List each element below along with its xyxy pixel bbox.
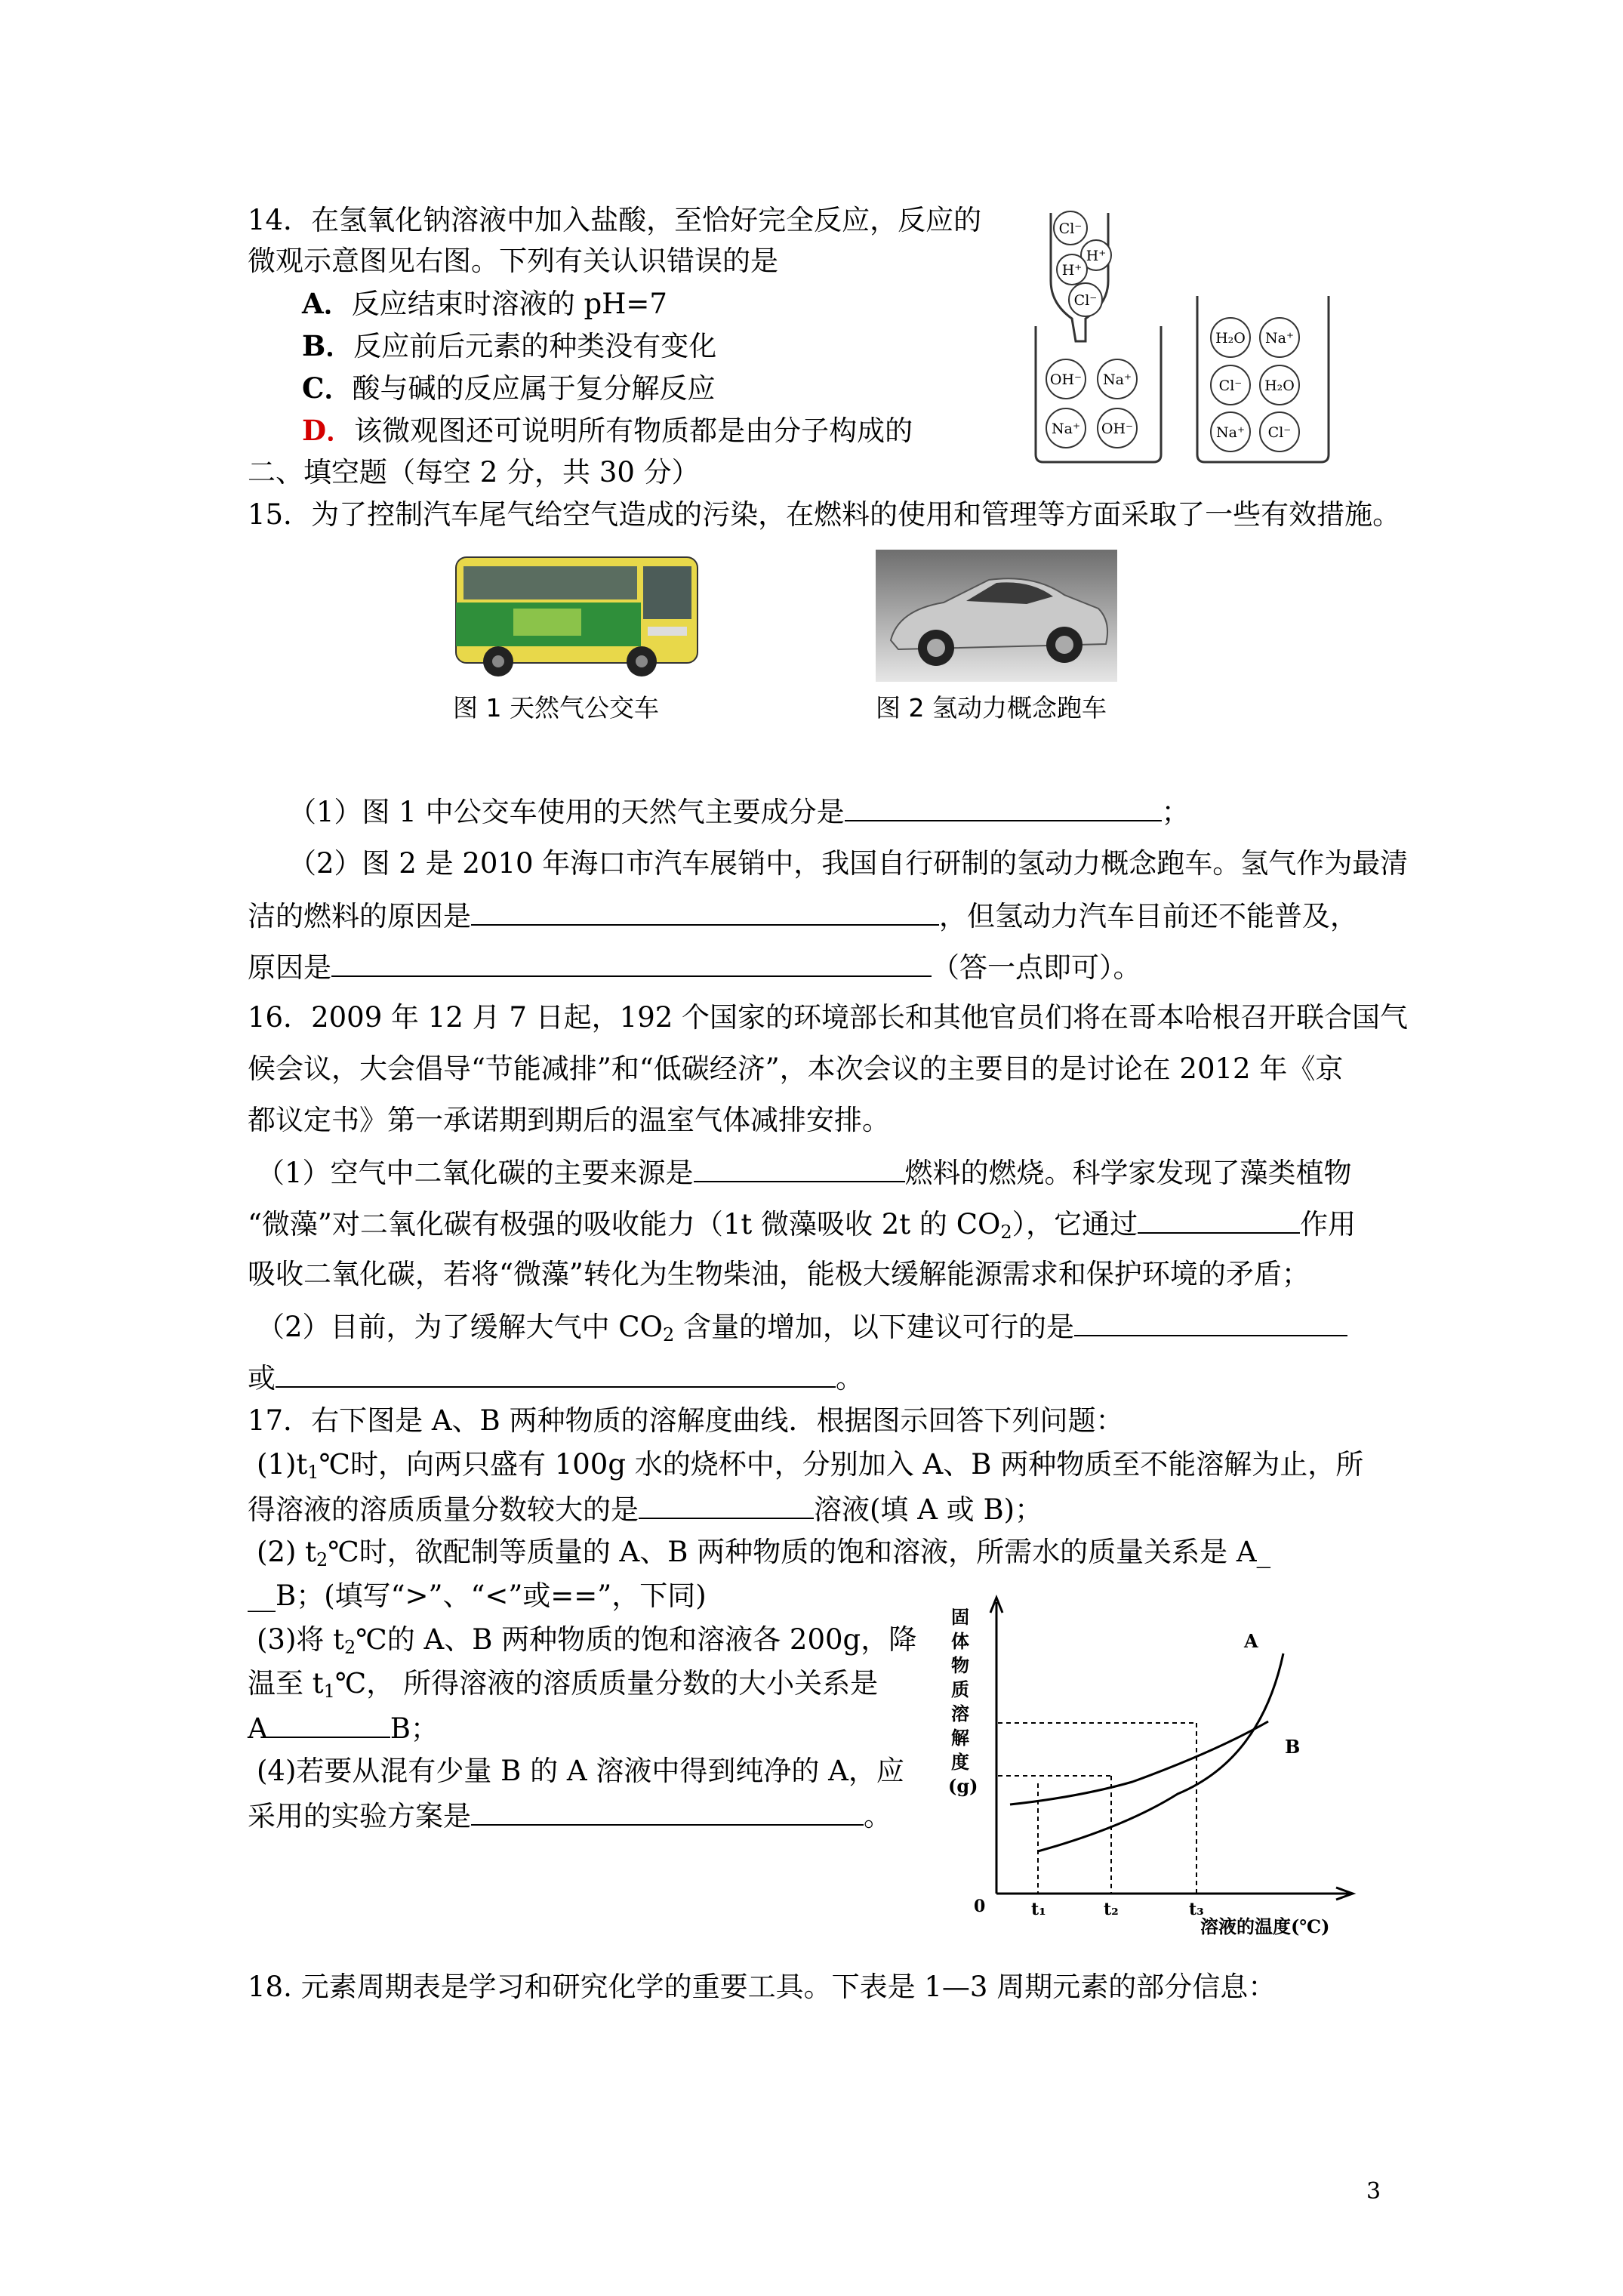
option-letter: B．: [302, 329, 354, 362]
graph-origin: 0: [974, 1897, 986, 1916]
particle-label: Cl⁻: [1267, 424, 1292, 441]
particle-label: Cl⁻: [1218, 378, 1243, 394]
q16-text: 作用: [1300, 1208, 1357, 1240]
car-image: [876, 550, 1117, 682]
q15-part2-line1: （2）图 2 是 2010 年海口市汽车展销中，我国自行研制的氢动力概念跑车。氢气作为最清: [288, 847, 1409, 880]
q17-text: (2) t: [257, 1536, 317, 1568]
particle-label: Cl⁻: [1073, 292, 1098, 309]
q16-text: （1）空气中二氧化碳的主要来源是: [257, 1157, 694, 1189]
q17-text: 采用的实验方案是: [248, 1800, 471, 1832]
q15-part1: [288, 793, 1190, 831]
particle-label: OH⁻: [1101, 421, 1134, 437]
q14-option-c: [302, 370, 715, 407]
bus-image: [453, 550, 702, 682]
q16-part2-line2: [248, 1359, 864, 1397]
q17-part1-line1: [257, 1447, 1363, 1483]
answer-blank[interactable]: [639, 1490, 814, 1519]
q16-text: 含量的增加，以下建议可行的是: [674, 1311, 1074, 1343]
q16-line3: 都议定书》第一承诺期到期后的温室气体减排安排。: [248, 1104, 890, 1136]
option-letter: D．: [302, 414, 355, 447]
q17-part4-line2: [248, 1797, 892, 1835]
q14-option-b: [302, 328, 716, 365]
option-letter: A．: [302, 287, 352, 320]
q17-text: 温至 t: [248, 1667, 324, 1700]
q16-part1-line1: [257, 1154, 1352, 1191]
figure1-caption: 图 1 天然气公交车: [453, 693, 659, 723]
reaction-microdiagram: [1019, 198, 1412, 470]
curve-a-label: A: [1244, 1630, 1258, 1652]
particle-label: Na⁺: [1103, 371, 1132, 388]
subscript: 1: [307, 1462, 319, 1483]
subscript: 2: [344, 1637, 356, 1658]
particle-label: OH⁻: [1049, 371, 1083, 388]
section-heading: 二、填空题（每空 2 分，共 30 分）: [248, 456, 700, 488]
q17-part3-line3: [248, 1709, 439, 1747]
q17-part1-line2: [248, 1490, 1042, 1528]
graph-x-label: 溶液的温度(℃): [1200, 1915, 1330, 1937]
answer-blank[interactable]: [276, 1359, 836, 1388]
solubility-graph: [929, 1586, 1397, 1948]
curve-b: [1010, 1721, 1268, 1804]
particle-label: Na⁺: [1265, 330, 1294, 347]
option-text: 该微观图还可说明所有物质都是由分子构成的: [354, 415, 913, 447]
q15-text: 洁的燃料的原因是: [248, 900, 471, 932]
page-number: 3: [1366, 2178, 1381, 2205]
subscript: 2: [662, 1324, 675, 1345]
graph-y-label: 固体物质溶解度(g): [948, 1606, 978, 1797]
q14-option-d: [302, 412, 913, 449]
q16-text: 或: [248, 1362, 276, 1395]
answer-blank[interactable]: [471, 897, 939, 926]
particle-label: H₂O: [1264, 378, 1295, 394]
q17-text: ℃的 A、B 两种物质的饱和溶液各 200g，降: [356, 1623, 917, 1656]
figure2-caption: 图 2 氢动力概念跑车: [876, 693, 1107, 723]
q15-text: （答一点即可）。: [932, 951, 1141, 984]
option-text: 酸与碱的反应属于复分解反应: [352, 372, 716, 405]
answer-blank[interactable]: [1074, 1308, 1347, 1336]
q15-intro: 15．为了控制汽车尾气给空气造成的污染，在燃料的使用和管理等方面采取了一些有效措施。: [248, 498, 1401, 531]
q17-text: A: [248, 1712, 268, 1745]
q17-part4-line1: (4)若要从混有少量 B 的 A 溶液中得到纯净的 A，应: [257, 1755, 904, 1787]
subscript: 2: [316, 1549, 328, 1570]
q16-part1-line3: 吸收二氧化碳，若将“微藻”转化为生物柴油，能极大缓解能源需求和保护环境的矛盾；: [248, 1258, 1310, 1290]
q16-text: （2）目前，为了缓解大气中 CO: [257, 1311, 663, 1343]
particle-label: H⁺: [1086, 248, 1107, 264]
subscript: 2: [1000, 1222, 1012, 1243]
q15-text: ，但氢动力汽车目前还不能普及，: [939, 900, 1358, 932]
q17-text: ℃时，欲配制等质量的 A、B 两种物质的饱和溶液，所需水的质量关系是 A_: [328, 1536, 1271, 1568]
option-text: 反应结束时溶液的 pH=7: [351, 288, 667, 320]
option-letter: C．: [302, 371, 353, 405]
q17-part3-line2: [248, 1666, 878, 1702]
particle-label: Cl⁻: [1058, 220, 1083, 237]
q16-part2-line1: [257, 1308, 1347, 1345]
q18-line1: 18. 元素周期表是学习和研究化学的重要工具。下表是 1—3 周期元素的部分信息：: [248, 1971, 1277, 2003]
answer-blank[interactable]: [471, 1797, 864, 1826]
q17-text: B；: [390, 1712, 439, 1745]
q15-part1-text: （1）图 1 中公交车使用的天然气主要成分是: [288, 796, 845, 828]
q16-part1-line2: [248, 1205, 1356, 1243]
answer-blank[interactable]: [694, 1154, 905, 1182]
q17-intro: 17．右下图是 A、B 两种物质的溶解度曲线．根据图示回答下列问题：: [248, 1404, 1124, 1437]
q15-part2-line3: [248, 948, 1141, 986]
q16-text: 。: [836, 1362, 864, 1395]
q17-part2-line2: __B；(填写“>”、“<”或==”，下同): [248, 1579, 707, 1612]
particle-label: Na⁺: [1216, 424, 1245, 441]
q17-part3-line1: [257, 1622, 916, 1658]
q16-text: ），它通过: [1012, 1208, 1138, 1240]
answer-blank[interactable]: [331, 948, 932, 977]
curve-a: [1038, 1653, 1283, 1851]
q15-part2-line2: [248, 897, 1358, 935]
q14-line2: 微观示意图见右图。下列有关认识错误的是: [248, 245, 778, 277]
curve-b-label: B: [1285, 1736, 1301, 1758]
q17-text: 溶液(填 A 或 B)；: [814, 1493, 1043, 1526]
q15-part1-end: ；: [1161, 796, 1190, 828]
q17-text: (3)将 t: [257, 1623, 345, 1656]
option-text: 反应前后元素的种类没有变化: [353, 330, 717, 362]
q17-part2-line1: [257, 1534, 1270, 1570]
q17-text: ℃， 所得溶液的溶质质量分数的大小关系是: [334, 1667, 879, 1700]
q14-line1: 14．在氢氧化钠溶液中加入盐酸，至恰好完全反应，反应的: [248, 204, 982, 236]
q17-text: 得溶液的溶质质量分数较大的是: [248, 1493, 639, 1526]
q16-line2: 候会议，大会倡导“节能减排”和“低碳经济”，本次会议的主要目的是讨论在 2012 年《京: [248, 1052, 1344, 1085]
tick-t2: t₂: [1104, 1900, 1119, 1919]
tick-t3: t₃: [1189, 1900, 1204, 1919]
q14-option-a: [302, 285, 667, 322]
subscript: 1: [323, 1681, 335, 1702]
q17-text: 。: [864, 1800, 892, 1832]
q15-text: 原因是: [248, 951, 331, 984]
q17-text: (1)t: [257, 1448, 308, 1481]
answer-blank[interactable]: [845, 793, 1162, 821]
q16-text: “微藻”对二氧化碳有极强的吸收能力（1t 微藻吸收 2t 的 CO: [248, 1208, 1001, 1240]
answer-blank[interactable]: [268, 1709, 390, 1738]
q16-line1: 16．2009 年 12 月 7 日起，192 个国家的环境部长和其他官员们将在哥本哈根召开联合国气: [248, 1001, 1409, 1034]
tick-t1: t₁: [1031, 1900, 1046, 1919]
particle-label: H⁺: [1061, 262, 1083, 279]
particle-label: H₂O: [1215, 330, 1246, 347]
answer-blank[interactable]: [1138, 1205, 1300, 1234]
particle-label: Na⁺: [1052, 421, 1080, 437]
q17-text: ℃时，向两只盛有 100g 水的烧杯中，分别加入 A、B 两种物质至不能溶解为止，所: [319, 1448, 1364, 1481]
q16-text: 燃料的燃烧。科学家发现了藻类植物: [904, 1157, 1352, 1189]
